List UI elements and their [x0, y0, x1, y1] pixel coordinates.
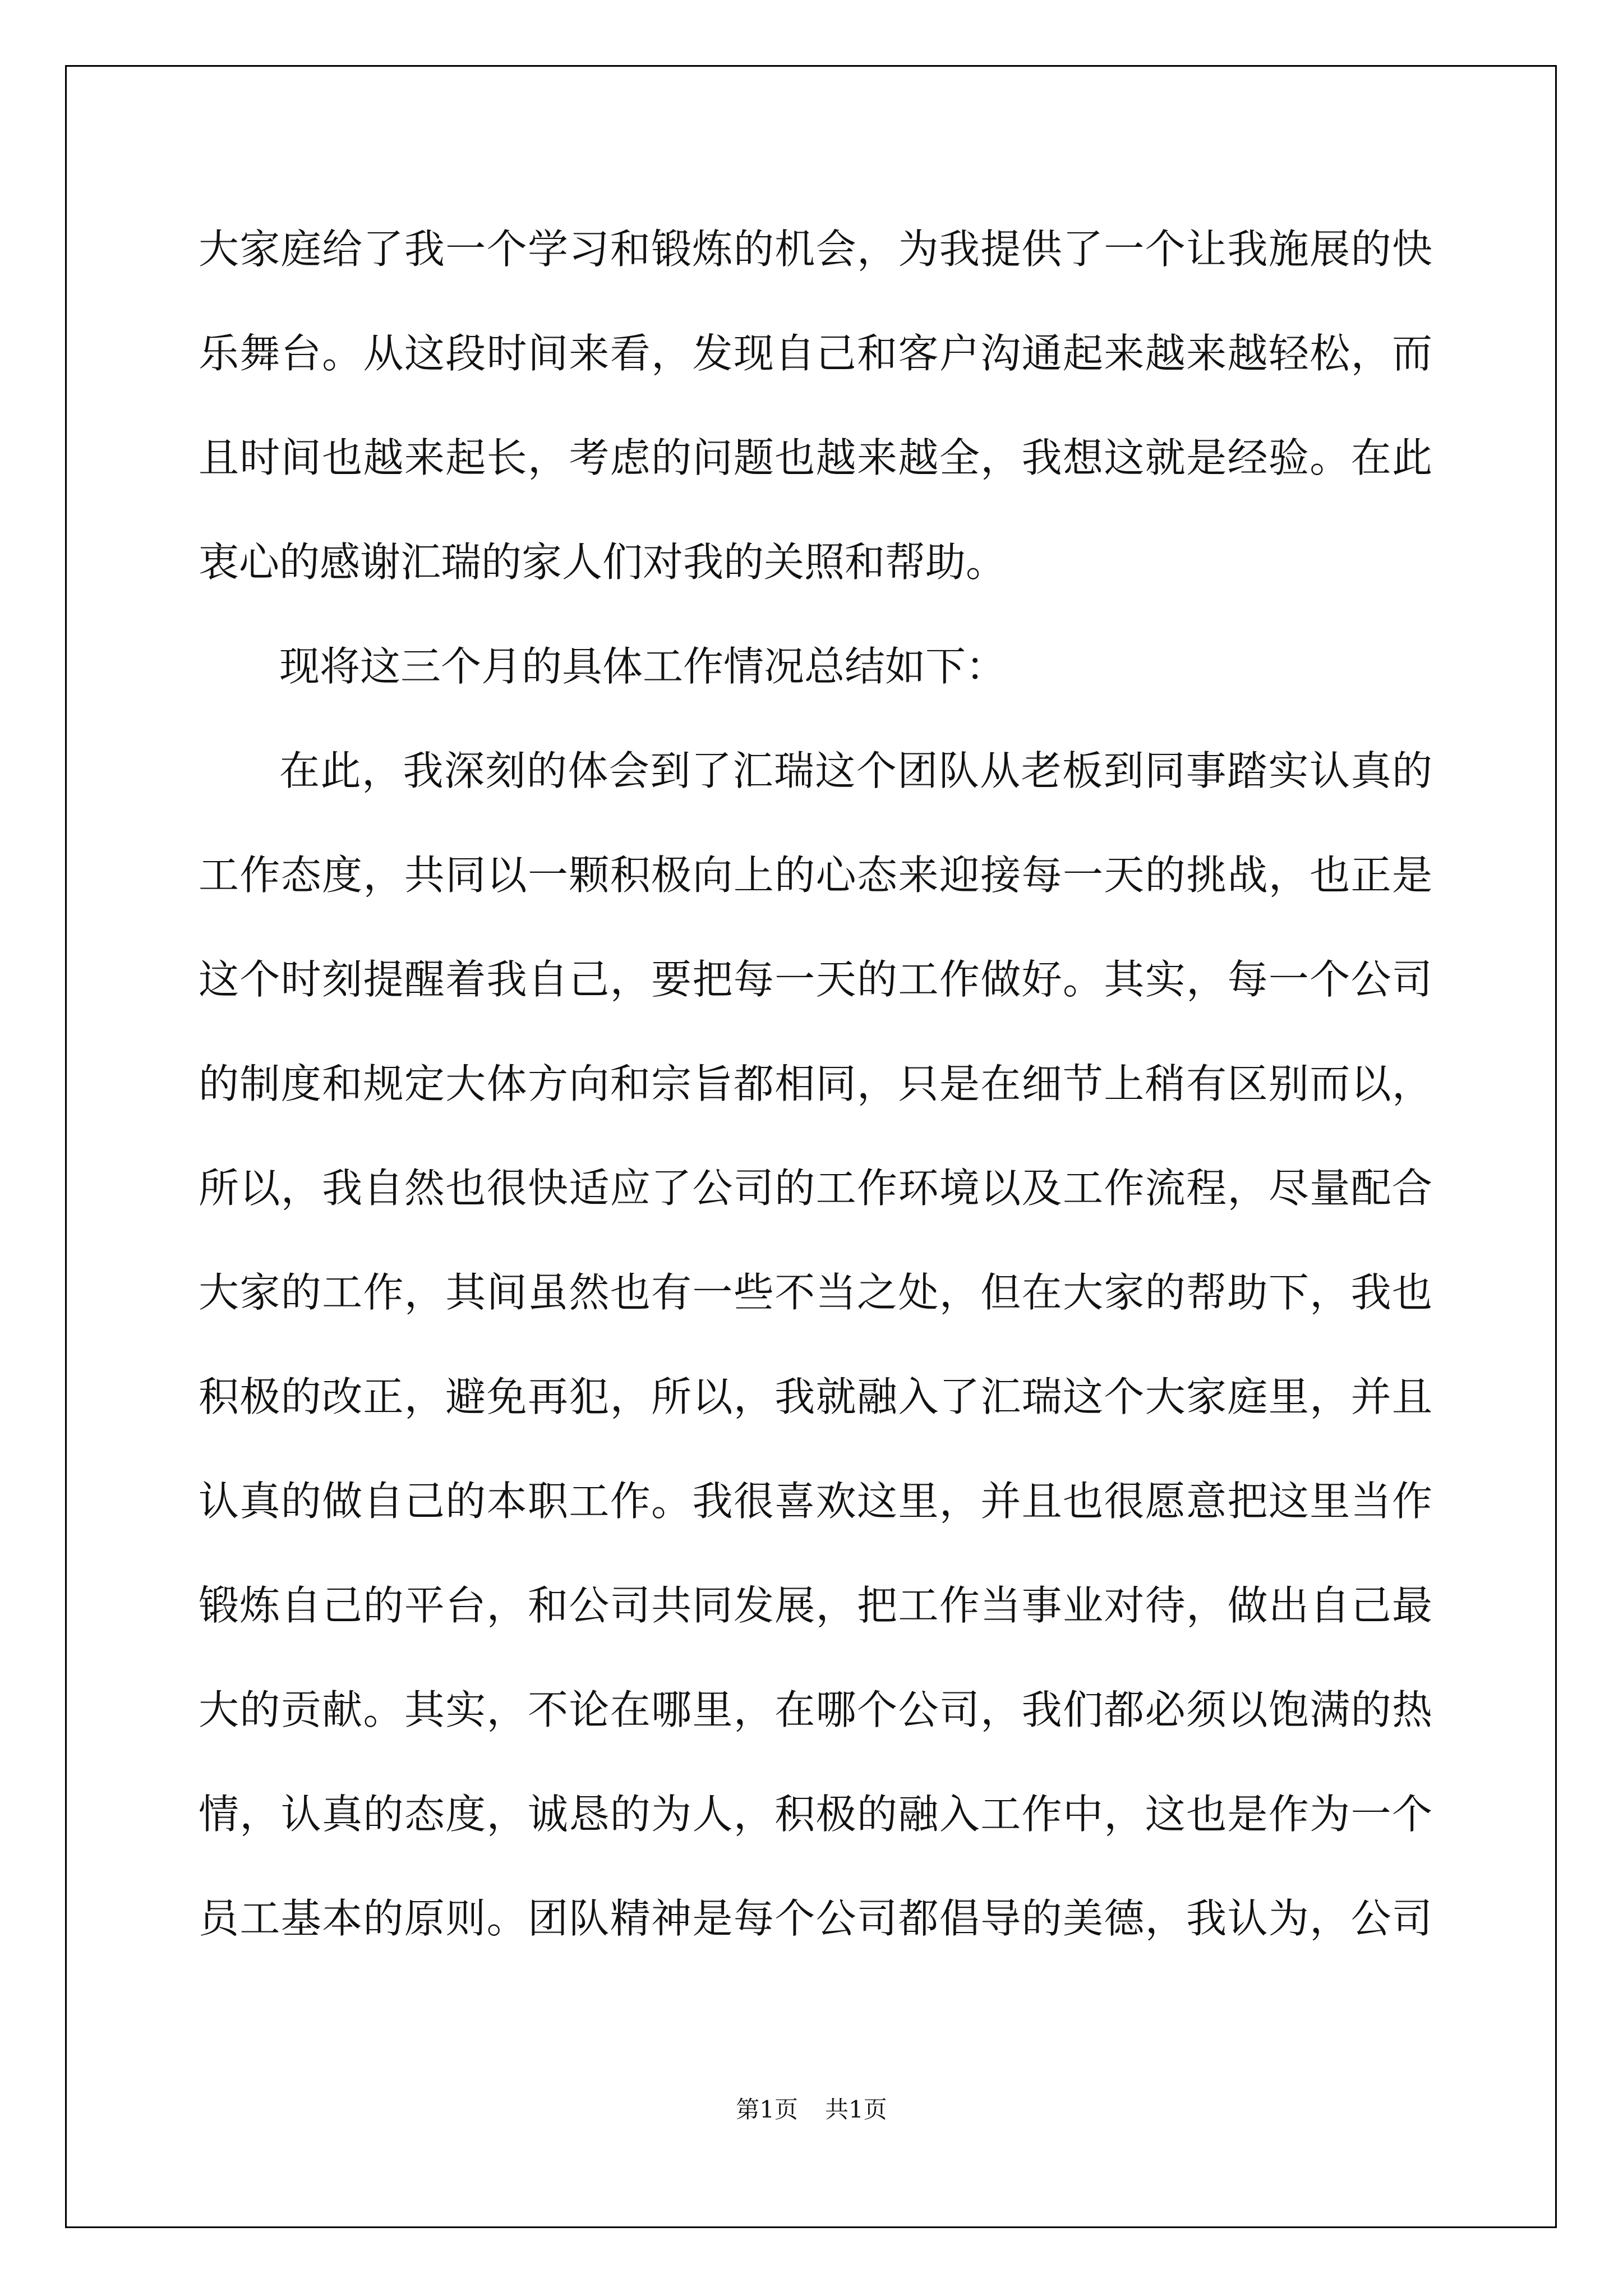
text-line: 认真的做自己的本职工作。我很喜欢这里，并且也很愿意把这里当作 [199, 1478, 1432, 1525]
page-footer [0, 2091, 1623, 2125]
page-number: 第1页 [736, 2096, 798, 2123]
text-line: 乐舞台。从这段时间来看，发现自己和客户沟通起来越来越轻松，而 [199, 330, 1432, 377]
text-line: 衷心的感谢汇瑞的家人们对我的关照和帮助。 [199, 539, 1007, 586]
text-line: 大家庭给了我一个学习和锻炼的机会，为我提供了一个让我施展的快 [199, 226, 1432, 273]
text-line: 工作态度，共同以一颗积极向上的心态来迎接每一天的挑战，也正是 [199, 852, 1432, 899]
text-line: 锻炼自己的平台，和公司共同发展，把工作当事业对待，做出自己最 [199, 1582, 1432, 1629]
text-line: 这个时刻提醒着我自己，要把每一天的工作做好。其实，每一个公司 [199, 956, 1432, 1003]
document-body [199, 218, 1432, 1992]
text-line: 积极的改正，避免再犯，所以，我就融入了汇瑞这个大家庭里，并且 [199, 1373, 1432, 1420]
text-line: 情，认真的态度，诚恳的为人，积极的融入工作中，这也是作为一个 [199, 1791, 1432, 1838]
text-line: 大的贡献。其实，不论在哪里，在哪个公司，我们都必须以饱满的热 [199, 1686, 1432, 1733]
text-line: 现将这三个月的具体工作情况总结如下： [279, 643, 1007, 690]
text-line: 所以，我自然也很快适应了公司的工作环境以及工作流程，尽量配合 [199, 1165, 1432, 1212]
page-total: 共1页 [825, 2096, 887, 2123]
text-line: 在此，我深刻的体会到了汇瑞这个团队从老板到同事踏实认真的 [279, 747, 1432, 794]
text-line: 且时间也越来起长，考虑的问题也越来越全，我想这就是经验。在此 [199, 434, 1432, 481]
text-line: 大家的工作，其间虽然也有一些不当之处，但在大家的帮助下，我也 [199, 1269, 1432, 1316]
text-line: 的制度和规定大体方向和宗旨都相同，只是在细节上稍有区别而以， [199, 1060, 1432, 1107]
text-line: 员工基本的原则。团队精神是每个公司都倡导的美德，我认为，公司 [199, 1895, 1432, 1942]
